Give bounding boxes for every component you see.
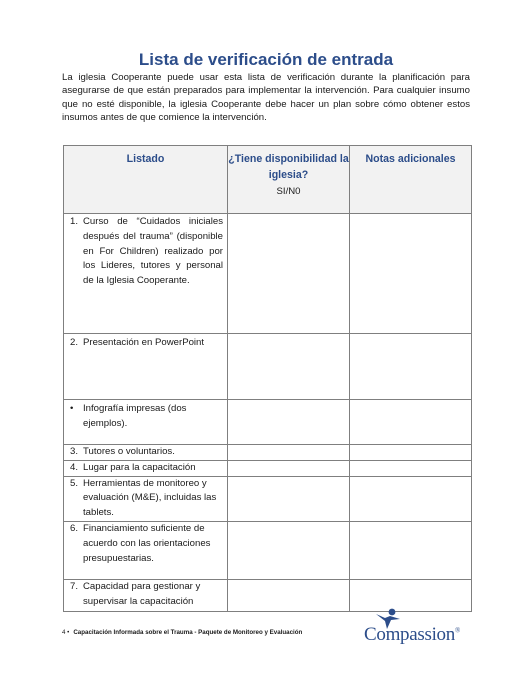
notes-cell[interactable] bbox=[350, 579, 472, 611]
availability-cell[interactable] bbox=[228, 400, 350, 445]
table-row bbox=[64, 400, 472, 445]
row-marker: 4. bbox=[70, 461, 79, 473]
row-text: Herramientas de monitoreo y evaluación (M&E), incluidas las tablets. bbox=[83, 477, 217, 519]
header-notas: Notas adicionales bbox=[350, 146, 472, 214]
compassion-logo bbox=[364, 608, 476, 648]
row-marker: 5. bbox=[70, 477, 79, 489]
row-marker: 6. bbox=[70, 522, 79, 534]
table-row bbox=[64, 334, 472, 400]
row-text: Presentación en PowerPoint bbox=[83, 337, 205, 348]
table-row bbox=[64, 579, 472, 611]
intro-paragraph: La iglesia Cooperante puede usar esta lista de verificación durante la planificación para asegurarse de que están preparados para implementar la intervención. Para cualquier insumo que no esté disponible, la iglesia Cooperante debe hacer un plan sobre cómo obtener estos insumos antes de que comience la intervención. bbox=[62, 72, 470, 123]
availability-cell[interactable] bbox=[228, 521, 350, 579]
row-text: Tutores o voluntarios. bbox=[83, 446, 175, 457]
notes-cell[interactable] bbox=[350, 476, 472, 521]
notes-cell[interactable] bbox=[350, 445, 472, 461]
availability-cell[interactable] bbox=[228, 579, 350, 611]
row-marker: 2. bbox=[70, 337, 79, 348]
row-marker: 7. bbox=[70, 580, 79, 592]
availability-cell[interactable] bbox=[228, 460, 350, 476]
footer-text: Capacitación Informada sobre el Trauma - Paquete de Monitoreo y Evaluación bbox=[73, 629, 303, 636]
bullet-marker: • bbox=[70, 403, 74, 414]
row-marker: 3. bbox=[70, 446, 79, 457]
row-text: Curso de “Cuidados iniciales después del trauma” (disponible en For Children) realizado por los Lideres, tutores y personal de la Iglesia Cooperante. bbox=[83, 216, 223, 287]
row-text: Lugar para la capacitación bbox=[83, 461, 196, 473]
row-text: Capacidad para gestionar y supervisar la capacitación bbox=[83, 580, 201, 607]
page-number: 4 • bbox=[62, 629, 70, 636]
availability-cell[interactable] bbox=[228, 445, 350, 461]
table-header-row bbox=[64, 146, 472, 214]
header-disponibilidad-sub: SI/N0 bbox=[276, 186, 301, 197]
table-row bbox=[64, 476, 472, 521]
availability-cell[interactable] bbox=[228, 334, 350, 400]
checklist-table bbox=[63, 145, 472, 612]
table-row bbox=[64, 460, 472, 476]
table-row bbox=[64, 445, 472, 461]
notes-cell[interactable] bbox=[350, 460, 472, 476]
notes-cell[interactable] bbox=[350, 334, 472, 400]
notes-cell[interactable] bbox=[350, 214, 472, 334]
row-marker: 1. bbox=[70, 216, 79, 227]
notes-cell[interactable] bbox=[350, 400, 472, 445]
header-listado: Listado bbox=[64, 146, 228, 214]
notes-cell[interactable] bbox=[350, 521, 472, 579]
table-row bbox=[64, 214, 472, 334]
page-title: Lista de verificación de entrada bbox=[138, 50, 394, 69]
logo-text: Compassion® bbox=[364, 624, 460, 645]
availability-cell[interactable] bbox=[228, 214, 350, 334]
row-text: Financiamiento suficiente de acuerdo con las orientaciones presupuestarias. bbox=[83, 522, 211, 564]
page-footer bbox=[62, 629, 302, 636]
header-disponibilidad: ¿Tiene disponibilidad la iglesia? SI/N0 bbox=[228, 146, 350, 214]
table-row bbox=[64, 521, 472, 579]
availability-cell[interactable] bbox=[228, 476, 350, 521]
row-text: Infografía impresas (dos ejemplos). bbox=[83, 403, 187, 429]
